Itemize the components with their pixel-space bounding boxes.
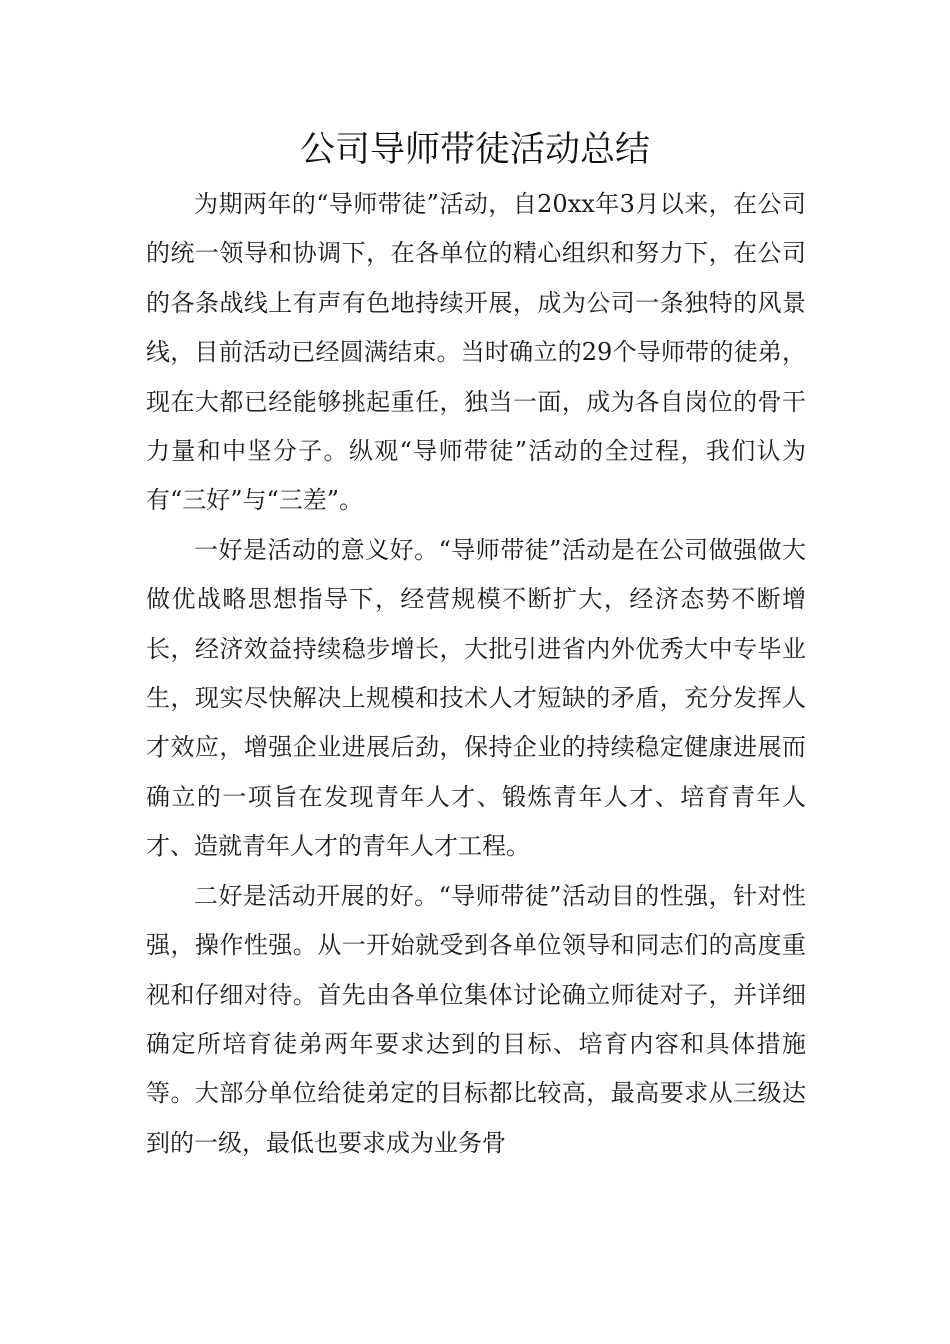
paragraph-first-good: 一好是活动的意义好。“导师带徒”活动是在公司做强做大做优战略思想指导下，经营规模不断扩大，经济态势不断增长，经济效益持续稳步增长，大批引进省内外优秀大中专毕业生，现实尽快解决上规模和技术人才短缺的矛盾，充分发挥人才效应，增强企业进展后劲，保持企业的持续稳定健康进展而确立的一项旨在发现青年人才、锻炼青年人才、培育青年人才、造就青年人才的青年人才工程。 bbox=[146, 535, 806, 861]
document-body bbox=[146, 180, 806, 1168]
document-title: 公司导师带徒活动总结 bbox=[299, 130, 650, 170]
paragraph-second-good: 二好是活动开展的好。“导师带徒”活动目的性强，针对性强，操作性强。从一开始就受到各单位领导和同志们的高度重视和仔细对待。首先由各单位集体讨论确立师徒对子，并详细确定所培育徒弟两年要求达到的目标、培育内容和具体措施等。大部分单位给徒弟定的目标都比较高，最高要求从三级达到的一级，最低也要求成为业务骨 bbox=[146, 881, 806, 1157]
paragraph-intro: 为期两年的“导师带徒”活动，自20xx年3月以来，在公司的统一领导和协调下，在各单位的精心组织和努力下，在公司的各条战线上有声有色地持续开展，成为公司一条独特的风景线，目前活动已经圆满结束。当时确立的29个导师带的徒弟，现在大都已经能够挑起重任，独当一面，成为各自岗位的骨干力量和中坚分子。纵观“导师带徒”活动的全过程，我们认为有“三好”与“三差”。 bbox=[146, 190, 806, 515]
